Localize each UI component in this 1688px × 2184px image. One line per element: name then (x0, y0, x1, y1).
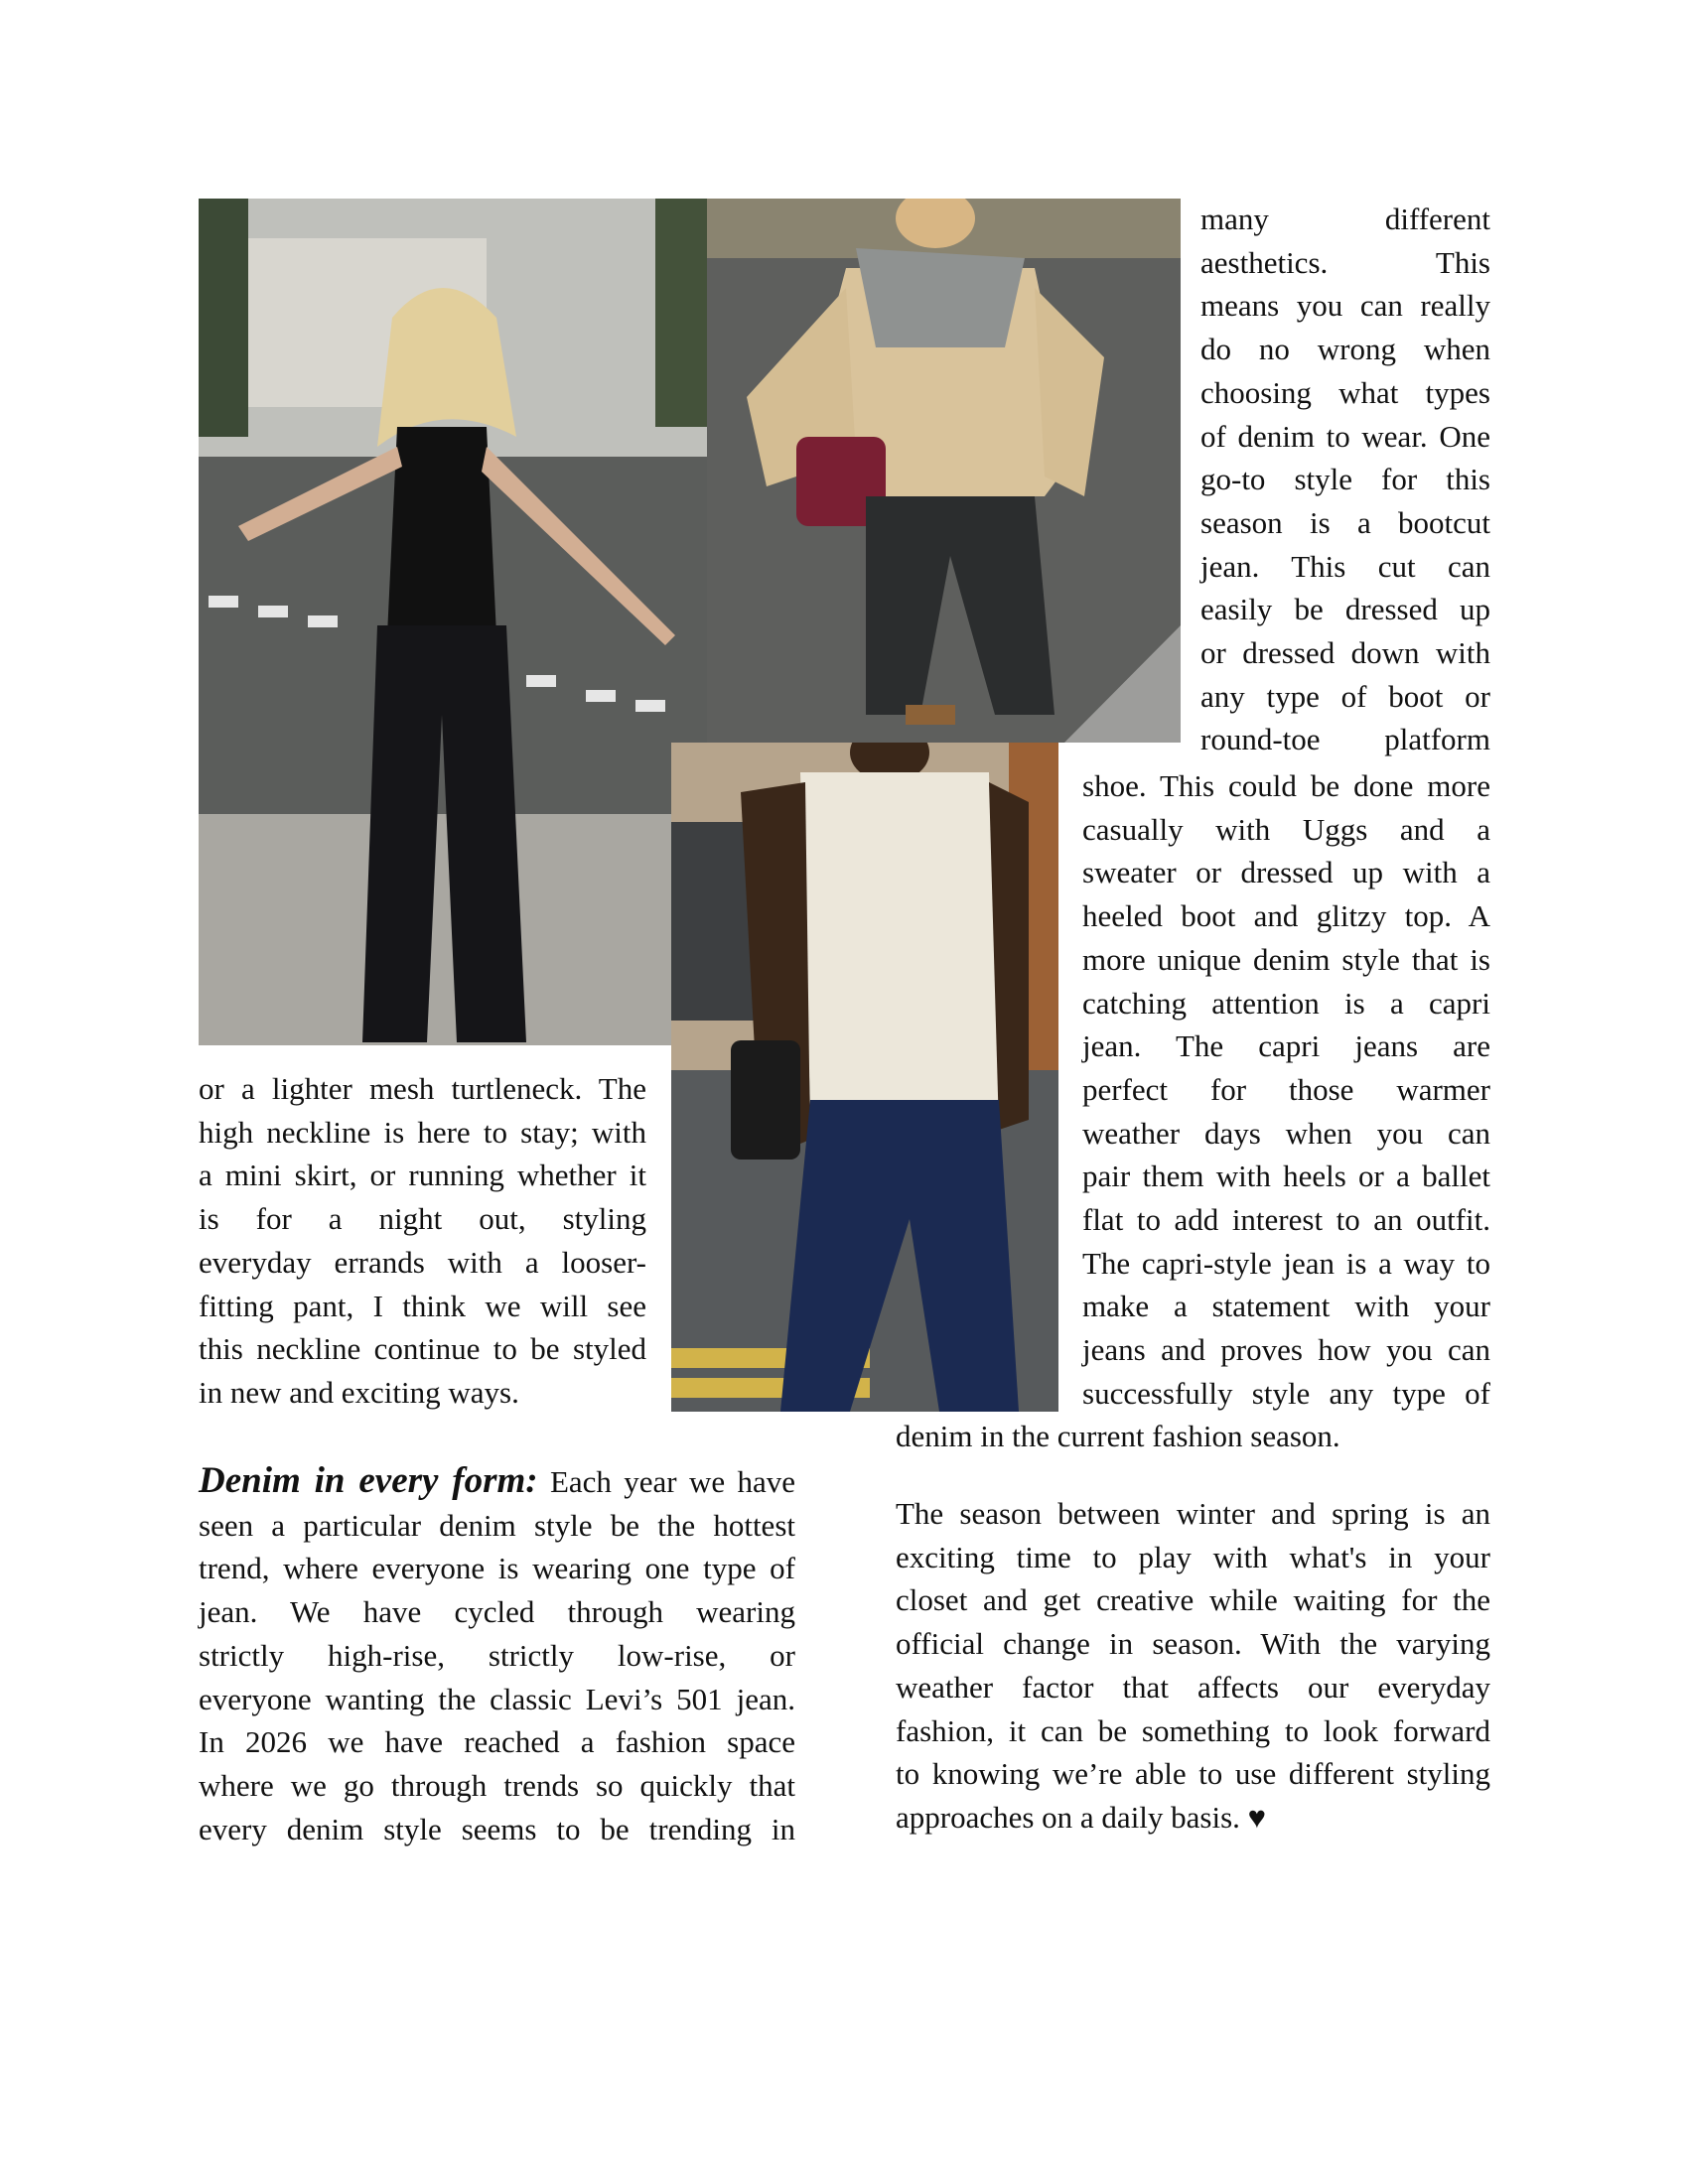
left-column-mid-text (199, 1067, 646, 1415)
photo-beige-jacket (707, 199, 1181, 743)
text-line: round-toe platform (1200, 722, 1490, 757)
text-line: In 2026 we have reached a fashion space (199, 1724, 795, 1760)
text-line: every denim style seems to be trending in (199, 1811, 795, 1846)
right-column-top-text (1200, 198, 1490, 761)
right-column-mid-text (1082, 764, 1490, 1416)
text-line: make a statement with your (1082, 1289, 1490, 1324)
closing-paragraph (896, 1492, 1490, 1840)
text-line: jean. We have cycled through wearing (199, 1594, 795, 1630)
text-line: exciting time to play with what's in your (896, 1539, 1490, 1574)
text-line: more unique denim style that is (1082, 941, 1490, 977)
denim-section (199, 1459, 795, 1850)
text-line: or a lighter mesh turtleneck. The (199, 1071, 646, 1106)
text-line: strictly high-rise, strictly low-rise, or (199, 1637, 795, 1673)
text-line: shoe. This could be done more (1082, 768, 1490, 803)
photo-black-outfit (199, 199, 707, 1045)
text-line: successfully style any type of (1082, 1375, 1490, 1411)
text-line: jean. The capri jeans are (1082, 1028, 1490, 1064)
text-line: any type of boot or (1200, 678, 1490, 714)
text-line: go-to style for this (1200, 462, 1490, 497)
text-line: everyone wanting the classic Levi’s 501 jean. (199, 1681, 795, 1716)
text-line: is for a night out, styling (199, 1201, 646, 1237)
text-line: to knowing we’re able to use different styling (896, 1756, 1490, 1792)
text-line: approaches on a daily basis. ♥ (896, 1799, 1267, 1835)
text-line: fashion, it can be something to look forward (896, 1712, 1490, 1748)
text-line: weather days when you can (1082, 1115, 1490, 1151)
text-line: official change in season. With the varying (896, 1626, 1490, 1662)
text-line: sweater or dressed up with a (1082, 855, 1490, 890)
text-line: The capri-style jean is a way to (1082, 1245, 1490, 1281)
text-line: The season between winter and spring is an (896, 1496, 1490, 1531)
text-line: easily be dressed up (1200, 592, 1490, 627)
text-line: jeans and proves how you can (1082, 1332, 1490, 1368)
text-line: casually with Uggs and a (1082, 811, 1490, 847)
text-line: aesthetics. This (1200, 244, 1490, 280)
text-line: catching attention is a capri (1082, 985, 1490, 1021)
text-line: season is a bootcut (1200, 504, 1490, 540)
denim-first-line (199, 1459, 795, 1504)
text-line: or dressed down with (1200, 635, 1490, 671)
text-line: jean. This cut can (1200, 548, 1490, 584)
section-heading: Denim in every form: (199, 1460, 538, 1501)
text-line: of denim to wear. One (1200, 418, 1490, 454)
text-line: closet and get creative while waiting for the (896, 1582, 1490, 1618)
photo-cream-turtleneck (671, 743, 1058, 1412)
text-line: weather factor that affects our everyday (896, 1669, 1490, 1705)
text-fragment: Each year we have (537, 1464, 796, 1499)
text-line: high neckline is here to stay; with (199, 1114, 646, 1150)
text-line: everyday errands with a looser- (199, 1244, 646, 1280)
text-line: in new and exciting ways. (199, 1374, 519, 1410)
text-line: where we go through trends so quickly that (199, 1767, 795, 1803)
text-line: this neckline continue to be styled (199, 1331, 646, 1367)
text-line: perfect for those warmer (1082, 1071, 1490, 1107)
text-line: many different (1200, 202, 1490, 236)
text-line: seen a particular denim style be the hottest (199, 1507, 795, 1543)
text-line: trend, where everyone is wearing one type of (199, 1551, 795, 1586)
text-line: do no wrong when (1200, 332, 1490, 367)
text-line: pair them with heels or a ballet (1082, 1159, 1490, 1194)
right-column-mid-last-line (896, 1415, 1490, 1458)
text-line: denim in the current fashion season. (896, 1419, 1340, 1453)
text-line: heeled boot and glitzy top. A (1082, 898, 1490, 934)
text-line: means you can really (1200, 288, 1490, 324)
text-line: a mini skirt, or running whether it (199, 1158, 646, 1193)
text-line: fitting pant, I think we will see (199, 1288, 646, 1323)
text-line: choosing what types (1200, 374, 1490, 410)
text-line: flat to add interest to an outfit. (1082, 1202, 1490, 1238)
